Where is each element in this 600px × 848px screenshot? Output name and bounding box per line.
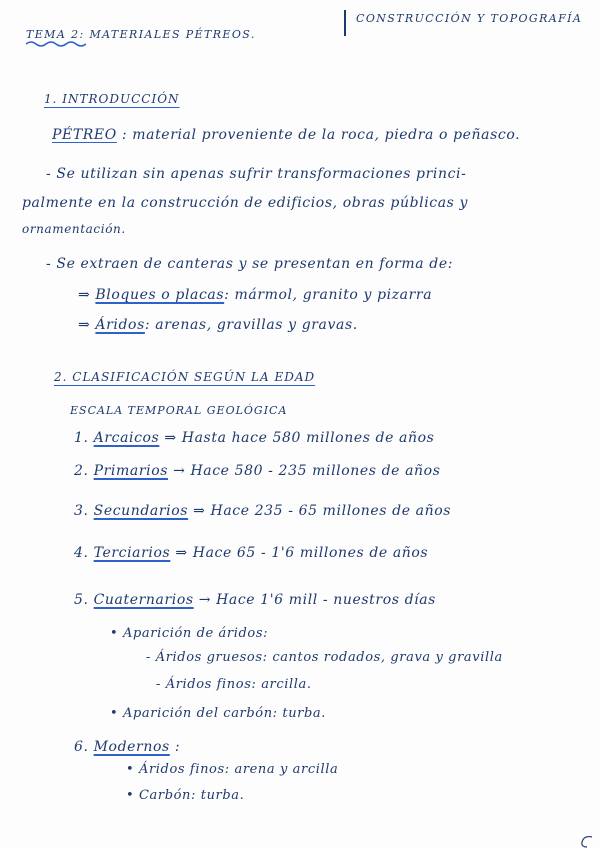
era-num: 5. bbox=[74, 592, 89, 608]
page-corner-mark bbox=[578, 834, 596, 848]
era-name: Secundarios bbox=[93, 503, 189, 519]
era-name: Cuaternarios bbox=[93, 592, 194, 608]
extract-line: - Se extraen de canteras y se presentan en forma de: bbox=[46, 256, 454, 272]
modern-row bbox=[74, 739, 180, 755]
era-row-3 bbox=[74, 503, 451, 519]
era-row-2 bbox=[74, 463, 440, 479]
modern-bullet-2: • Carbón: turba. bbox=[126, 788, 245, 803]
cuaternario-bullet-1: • Aparición de áridos: bbox=[110, 626, 269, 641]
era-text: → Hace 1'6 mill - nuestros días bbox=[198, 592, 436, 608]
definition-line bbox=[52, 127, 520, 143]
era-num: 3. bbox=[74, 503, 89, 519]
era-text: ⇒ Hasta hace 580 millones de años bbox=[164, 430, 435, 446]
header-divider bbox=[344, 10, 346, 36]
era-row-5 bbox=[74, 592, 436, 608]
use-line-2: palmente en la construcción de edificios, obras públicas y bbox=[22, 195, 469, 211]
era-text: ⇒ Hace 65 - 1'6 millones de años bbox=[175, 545, 429, 561]
era-name: Modernos bbox=[93, 739, 170, 755]
era-name: Primarios bbox=[93, 463, 169, 479]
form-aridos-line bbox=[78, 317, 358, 333]
cuaternario-bullet-2: • Aparición del carbón: turba. bbox=[110, 706, 327, 721]
era-name: Terciarios bbox=[93, 545, 171, 561]
era-num: 2. bbox=[74, 463, 89, 479]
section-1-title: 1. INTRODUCCIÓN bbox=[44, 92, 180, 106]
form-aridos-text: : arenas, gravillas y gravas. bbox=[144, 317, 358, 333]
era-row-4 bbox=[74, 545, 428, 561]
era-row-1 bbox=[74, 430, 434, 446]
cuaternario-sub-2: - Áridos finos: arcilla. bbox=[156, 677, 312, 692]
era-num: 1. bbox=[74, 430, 89, 446]
era-name: Arcaicos bbox=[93, 430, 160, 446]
arrow-icon: ⇒ bbox=[78, 317, 91, 333]
use-line-3: ornamentación. bbox=[22, 222, 126, 236]
subject-title: CONSTRUCCIÓN Y TOPOGRAFÍA bbox=[356, 12, 583, 25]
era-colon: : bbox=[174, 739, 181, 755]
arrow-icon: ⇒ bbox=[78, 287, 91, 303]
cuaternario-sub-1: - Áridos gruesos: cantos rodados, grava y gravilla bbox=[146, 650, 503, 665]
definition-text: : material proveniente de la roca, piedra o peñasco. bbox=[121, 127, 521, 143]
form-bloques-term: Bloques o placas bbox=[95, 287, 225, 303]
section-2-title: 2. CLASIFICACIÓN SEGÚN LA EDAD bbox=[54, 370, 316, 384]
form-bloques-text: : mármol, granito y pizarra bbox=[224, 287, 433, 303]
scale-title: ESCALA TEMPORAL GEOLÓGICA bbox=[70, 404, 288, 417]
era-num: 6. bbox=[74, 739, 89, 755]
era-text: ⇒ Hace 235 - 65 millones de años bbox=[193, 503, 452, 519]
definition-term: PÉTREO bbox=[52, 127, 117, 143]
form-aridos-term: Áridos bbox=[95, 317, 145, 333]
topic-underline-squiggle bbox=[26, 40, 86, 48]
topic-title: TEMA 2: MATERIALES PÉTREOS. bbox=[26, 28, 256, 41]
era-num: 4. bbox=[74, 545, 89, 561]
era-text: → Hace 580 - 235 millones de años bbox=[173, 463, 441, 479]
modern-bullet-1: • Áridos finos: arena y arcilla bbox=[126, 762, 339, 777]
form-bloques-line bbox=[78, 287, 432, 303]
use-line-1: - Se utilizan sin apenas sufrir transformaciones princi- bbox=[46, 166, 467, 182]
